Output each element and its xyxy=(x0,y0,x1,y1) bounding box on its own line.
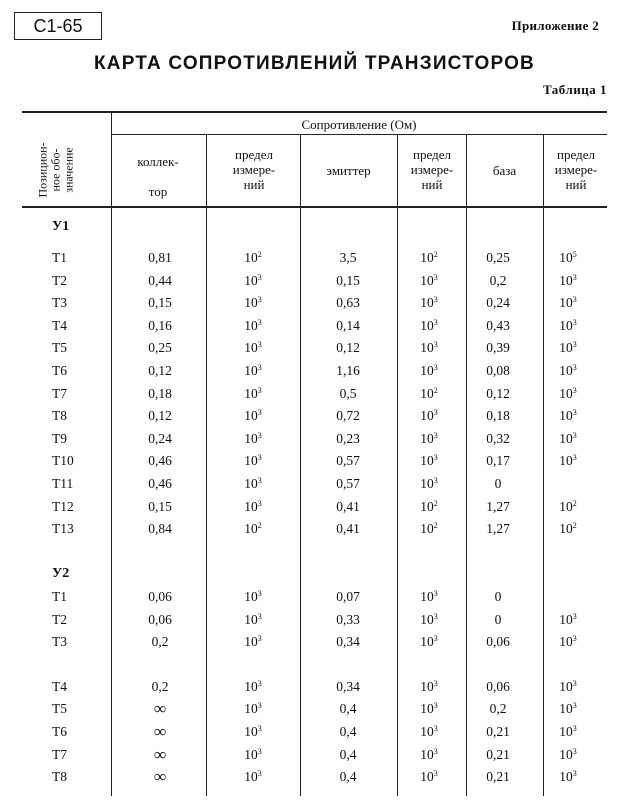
collector-limit-cell: $10^3$ xyxy=(244,701,262,717)
collector-limit-cell: $10^3$ xyxy=(244,476,262,491)
position-cell: Т8 xyxy=(52,769,67,785)
col-divider-2 xyxy=(206,134,207,796)
base-value-cell: 0,32 xyxy=(486,430,510,446)
collector-limit-cell: $10^3$ xyxy=(244,724,262,739)
base-limit-cell: $10^3$ xyxy=(559,678,577,694)
col-divider-6 xyxy=(543,134,544,796)
collector-limit-cell: $10^3$ xyxy=(244,611,262,627)
base-limit-cell: $10^2$ xyxy=(559,498,577,514)
base-limit-cell: $10^3$ xyxy=(559,746,577,762)
collector-limit-cell: $10^2$ xyxy=(244,250,262,265)
base-limit-cell: $10^3$ xyxy=(559,340,577,356)
position-cell: Т6 xyxy=(52,724,67,739)
collector-value-cell: ∞ xyxy=(153,744,167,764)
base-limit-cell: $10^3$ xyxy=(559,272,577,288)
emitter-value-cell: 0,4 xyxy=(339,724,357,739)
emitter-value-cell: 1,16 xyxy=(336,363,360,378)
collector-value-cell: ∞ xyxy=(153,722,167,741)
group-label: У1 xyxy=(52,219,70,234)
base-value-cell: 0 xyxy=(494,611,502,627)
emitter-limit-cell: $10^3$ xyxy=(420,746,438,762)
group-label: У2 xyxy=(52,566,70,581)
position-cell: Т8 xyxy=(52,408,67,424)
collector-limit-cell: $10^3$ xyxy=(244,746,262,762)
emitter-value-cell: 3,5 xyxy=(339,250,357,265)
collector-value-cell: 0,06 xyxy=(148,611,172,627)
position-cell: Т1 xyxy=(52,250,67,265)
collector-value-cell: 0,24 xyxy=(148,430,172,446)
base-value-cell: 1,27 xyxy=(486,498,510,514)
collector-value-cell: 0,12 xyxy=(148,408,172,424)
position-cell: Т13 xyxy=(52,521,74,537)
base-header: база xyxy=(492,163,517,178)
base-value-cell: 0,08 xyxy=(486,363,510,378)
base-value-cell: 0,12 xyxy=(486,385,510,401)
position-cell: Т3 xyxy=(52,295,67,311)
emitter-value-cell: 0,12 xyxy=(336,340,360,356)
collector-value-cell: 0,25 xyxy=(148,340,172,356)
position-designation-header: Позицион- ное обо- значение xyxy=(35,142,76,198)
emitter-value-cell: 0,23 xyxy=(336,430,360,446)
collector-value-cell: 0,46 xyxy=(148,476,172,491)
collector-limit-cell: $10^3$ xyxy=(244,498,262,514)
base-value-cell: 0,21 xyxy=(486,746,510,762)
emitter-limit-cell: $10^3$ xyxy=(420,295,438,311)
emitter-limit-cell: $10^3$ xyxy=(420,408,438,424)
col-divider-1 xyxy=(111,111,112,796)
base-value-cell: 1,27 xyxy=(486,521,510,537)
table-number-label: Таблица 1 xyxy=(542,82,607,97)
col-divider-3 xyxy=(300,134,301,796)
emitter-limit-cell: $10^3$ xyxy=(420,430,438,446)
base-value-cell: 0,21 xyxy=(486,724,510,739)
base-value-cell: 0,06 xyxy=(486,634,510,650)
position-cell: Т9 xyxy=(52,430,67,446)
base-limit-cell: $10^3$ xyxy=(559,385,577,401)
collector-limit-cell: $10^3$ xyxy=(244,385,262,401)
emitter-limit-cell: $10^2$ xyxy=(420,521,438,537)
col-divider-4 xyxy=(397,134,398,796)
collector-limit-cell: $10^3$ xyxy=(244,272,262,288)
col-divider-5 xyxy=(466,134,467,796)
base-limit-cell: $10^3$ xyxy=(559,701,577,717)
collector-limit-cell: $10^3$ xyxy=(244,340,262,356)
collector-limit-cell: $10^3$ xyxy=(244,769,262,785)
base-value-cell: 0,21 xyxy=(486,769,510,785)
emitter-limit-cell: $10^2$ xyxy=(420,250,438,265)
emitter-value-cell: 0,15 xyxy=(336,272,360,288)
collector-limit-cell: $10^2$ xyxy=(244,521,262,537)
base-limit-cell: $10^3$ xyxy=(559,634,577,650)
emitter-limit-cell: $10^3$ xyxy=(420,317,438,333)
emitter-value-cell: 0,57 xyxy=(336,476,360,491)
collector-value-cell: 0,15 xyxy=(148,295,172,311)
emitter-limit-cell: $10^3$ xyxy=(420,769,438,785)
emitter-limit-cell: $10^3$ xyxy=(420,476,438,491)
collector-limit-cell: $10^3$ xyxy=(244,453,262,469)
base-value-cell: 0,25 xyxy=(486,250,510,265)
position-cell: Т12 xyxy=(52,498,74,514)
emitter-value-cell: 0,41 xyxy=(336,498,360,514)
table-top-rule xyxy=(22,111,607,113)
emitter-value-cell: 0,72 xyxy=(336,408,360,424)
base-limit-cell: $10^5$ xyxy=(559,250,577,265)
emitter-value-cell: 0,57 xyxy=(336,453,360,469)
position-cell: Т7 xyxy=(52,385,67,401)
base-limit-cell: $10^3$ xyxy=(559,295,577,311)
position-cell: Т5 xyxy=(52,340,67,356)
emitter-limit-cell: $10^3$ xyxy=(420,634,438,650)
collector-limit-cell: $10^3$ xyxy=(244,408,262,424)
base-value-cell: 0 xyxy=(494,476,502,491)
collector-limit-cell: $10^3$ xyxy=(244,634,262,650)
position-cell: Т4 xyxy=(52,678,67,694)
resistance-header: Сопротивление (Ом) xyxy=(301,117,417,132)
emitter-limit-cell: $10^3$ xyxy=(420,678,438,694)
collector-value-cell: 0,46 xyxy=(148,453,172,469)
base-limit-cell: $10^3$ xyxy=(559,724,577,739)
collector-value-cell: 0,06 xyxy=(148,589,172,604)
base-value-cell: 0,24 xyxy=(486,295,510,311)
base-limit-cell: $10^3$ xyxy=(559,363,577,378)
emitter-limit-cell: $10^2$ xyxy=(420,385,438,401)
collector-value-cell: 0,15 xyxy=(148,498,172,514)
emitter-limit-cell: $10^3$ xyxy=(420,340,438,356)
emitter-value-cell: 0,4 xyxy=(339,701,357,717)
position-cell: Т7 xyxy=(52,746,67,762)
resistance-header-rule xyxy=(111,134,607,135)
emitter-value-cell: 0,34 xyxy=(336,678,360,694)
base-limit-header: предел измере- ний xyxy=(554,147,598,192)
position-cell: Т10 xyxy=(52,453,74,469)
emitter-value-cell: 0,4 xyxy=(339,769,357,785)
base-limit-cell: $10^2$ xyxy=(559,521,577,537)
emitter-value-cell: 0,41 xyxy=(336,521,360,537)
collector-limit-cell: $10^3$ xyxy=(244,295,262,311)
emitter-header: эмиттер xyxy=(326,163,371,178)
collector-limit-cell: $10^3$ xyxy=(244,363,262,378)
collector-value-cell: 0,12 xyxy=(148,363,172,378)
page-label: С1-65 xyxy=(14,12,102,40)
base-value-cell: 0,2 xyxy=(489,701,507,717)
emitter-limit-cell: $10^3$ xyxy=(420,453,438,469)
emitter-limit-cell: $10^3$ xyxy=(420,724,438,739)
base-limit-cell: $10^3$ xyxy=(559,769,577,785)
emitter-limit-header: предел измере- ний xyxy=(410,147,454,192)
base-value-cell: 0,43 xyxy=(486,317,510,333)
document-title: КАРТА СОПРОТИВЛЕНИЙ ТРАНЗИСТОРОВ xyxy=(94,53,535,74)
collector-value-cell: 0,16 xyxy=(148,317,172,333)
position-cell: Т5 xyxy=(52,701,67,717)
base-limit-cell: $10^3$ xyxy=(559,453,577,469)
collector-value-cell: 0,81 xyxy=(148,250,172,265)
emitter-value-cell: 0,34 xyxy=(336,634,360,650)
collector-limit-cell: $10^3$ xyxy=(244,317,262,333)
base-limit-cell: $10^3$ xyxy=(559,317,577,333)
collector-limit-header: предел измере- ний xyxy=(232,147,276,192)
base-value-cell: 0,06 xyxy=(486,678,510,694)
collector-value-cell: 0,18 xyxy=(148,385,172,401)
collector-limit-cell: $10^3$ xyxy=(244,678,262,694)
position-cell: Т2 xyxy=(52,611,67,627)
base-limit-cell: $10^3$ xyxy=(559,408,577,424)
collector-limit-cell: $10^3$ xyxy=(244,430,262,446)
emitter-value-cell: 0,63 xyxy=(336,295,360,311)
base-value-cell: 0,17 xyxy=(486,453,510,469)
header-bottom-rule xyxy=(22,206,607,208)
base-value-cell: 0,39 xyxy=(486,340,510,356)
emitter-value-cell: 0,5 xyxy=(339,385,357,401)
appendix-label: Приложение 2 xyxy=(511,18,599,33)
collector-value-cell: ∞ xyxy=(153,699,167,719)
emitter-value-cell: 0,07 xyxy=(336,589,360,604)
emitter-value-cell: 0,33 xyxy=(336,611,360,627)
emitter-limit-cell: $10^2$ xyxy=(420,498,438,514)
base-value-cell: 0 xyxy=(494,589,502,604)
base-value-cell: 0,18 xyxy=(486,408,510,424)
collector-value-cell: 0,2 xyxy=(151,634,169,650)
collector-value-cell: ∞ xyxy=(153,767,167,787)
emitter-limit-cell: $10^3$ xyxy=(420,589,438,604)
position-cell: Т1 xyxy=(52,589,67,604)
collector-value-cell: 0,2 xyxy=(151,678,169,694)
position-cell: Т2 xyxy=(52,272,67,288)
emitter-limit-cell: $10^3$ xyxy=(420,701,438,717)
emitter-limit-cell: $10^3$ xyxy=(420,272,438,288)
collector-header: коллек- тор xyxy=(137,154,179,199)
base-value-cell: 0,2 xyxy=(489,272,507,288)
base-limit-cell: $10^3$ xyxy=(559,611,577,627)
position-cell: Т3 xyxy=(52,634,67,650)
base-limit-cell: $10^3$ xyxy=(559,430,577,446)
position-cell: Т4 xyxy=(52,317,67,333)
position-cell: Т6 xyxy=(52,363,67,378)
collector-limit-cell: $10^3$ xyxy=(244,589,262,604)
collector-value-cell: 0,84 xyxy=(148,521,172,537)
emitter-value-cell: 0,14 xyxy=(336,317,360,333)
position-cell: Т11 xyxy=(52,476,74,491)
emitter-limit-cell: $10^3$ xyxy=(420,363,438,378)
emitter-value-cell: 0,4 xyxy=(339,746,357,762)
collector-value-cell: 0,44 xyxy=(148,272,172,288)
emitter-limit-cell: $10^3$ xyxy=(420,611,438,627)
